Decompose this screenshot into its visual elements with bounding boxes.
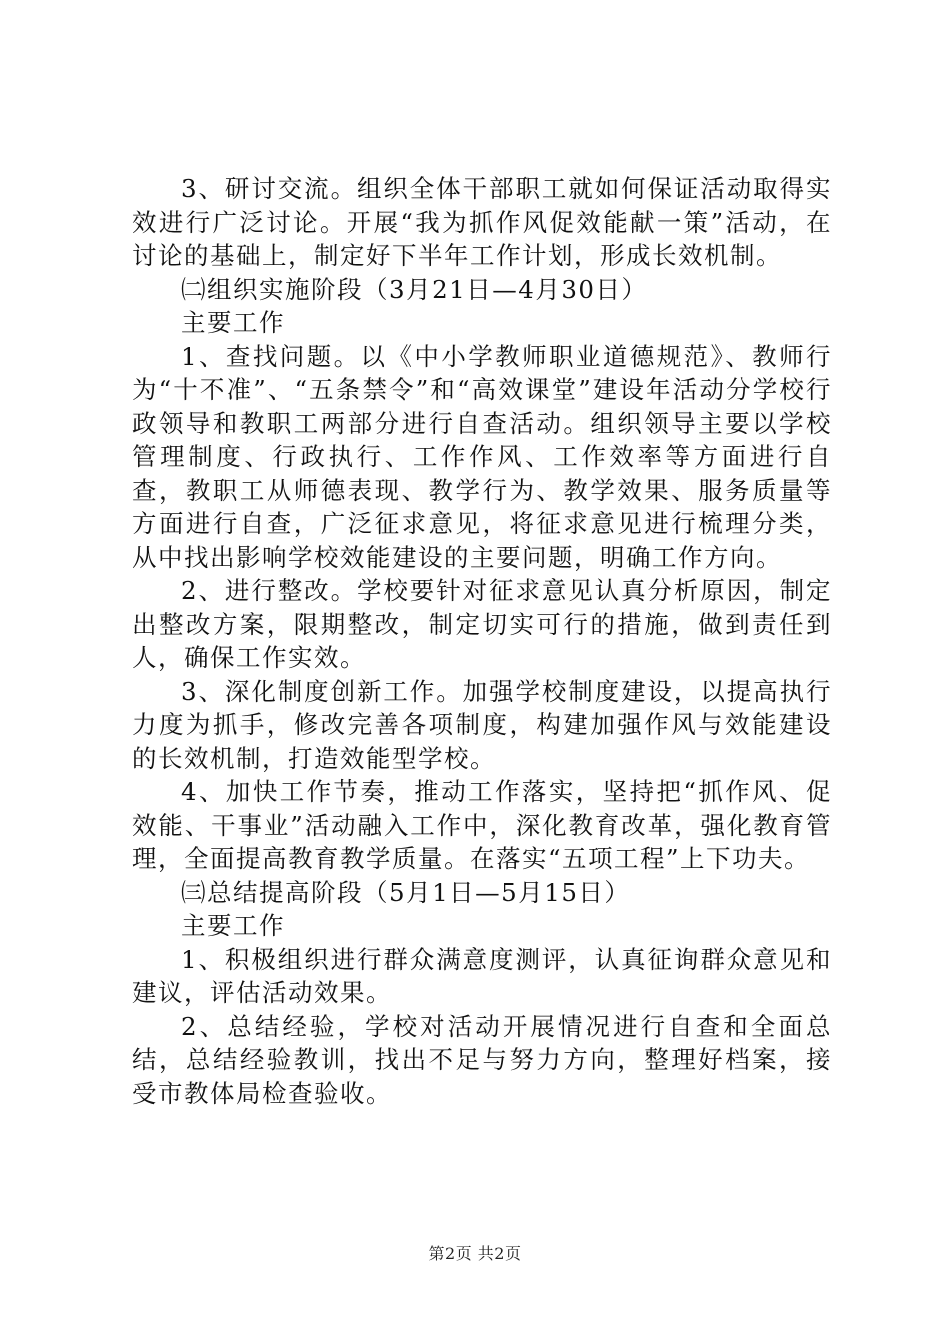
paragraph-rectification: 2、进行整改。学校要针对征求意见认真分析原因，制定出整改方案，限期整改，制定切实可行的措施，做到责任到人，确保工作实效。	[132, 576, 832, 672]
page-number-footer: 第2页 共2页	[428, 1244, 522, 1263]
subheading-main-work-2: 主要工作	[181, 911, 285, 940]
paragraph-find-problems: 1、查找问题。以《中小学教师职业道德规范》、教师行为“十不准”、“五条禁令”和“高效课堂”建设年活动分学校行政领导和教职工两部分进行自查活动。组织领导主要以学校管理制度、行政执行、工作作风、工作效率等方面进行自查，教职工从师德表现、教学行为、教学效果、服务质量等方面进行自查，广泛征求意见，将征求意见进行梳理分类，从中找出影响学校效能建设的主要问题，明确工作方向。	[132, 341, 832, 572]
paragraph-discussion: 3、研讨交流。组织全体干部职工就如何保证活动取得实效进行广泛讨论。开展“我为抓作风促效能献一策”活动，在讨论的基础上，制定好下半年工作计划，形成长效机制。	[132, 174, 832, 270]
document-body	[132, 172, 832, 1110]
paragraph-summarize-experience: 2、总结经验，学校对活动开展情况进行自查和全面总结，总结经验教训，找出不足与努力方向，整理好档案，接受市教体局检查验收。	[132, 1011, 832, 1108]
subheading-main-work: 主要工作	[181, 308, 285, 337]
paragraph-satisfaction-survey: 1、积极组织进行群众满意度测评，认真征询群众意见和建议，评估活动效果。	[132, 944, 832, 1007]
paragraph-work-pace: 4、加快工作节奏，推动工作落实，坚持把“抓作风、促效能、干事业”活动融入工作中，深化教育改革，强化教育管理，全面提高教育教学质量。在落实“五项工程”上下功夫。	[132, 777, 832, 873]
section-heading-summary: ㈢总结提高阶段（5月1日—5月15日）	[181, 877, 631, 907]
paragraph-system-innovation: 3、深化制度创新工作。加强学校制度建设，以提高执行力度为抓手，修改完善各项制度，构建加强作风与效能建设的长效机制，打造效能型学校。	[132, 676, 832, 773]
section-heading-implementation: ㈡组织实施阶段（3月21日—4月30日）	[181, 274, 648, 304]
